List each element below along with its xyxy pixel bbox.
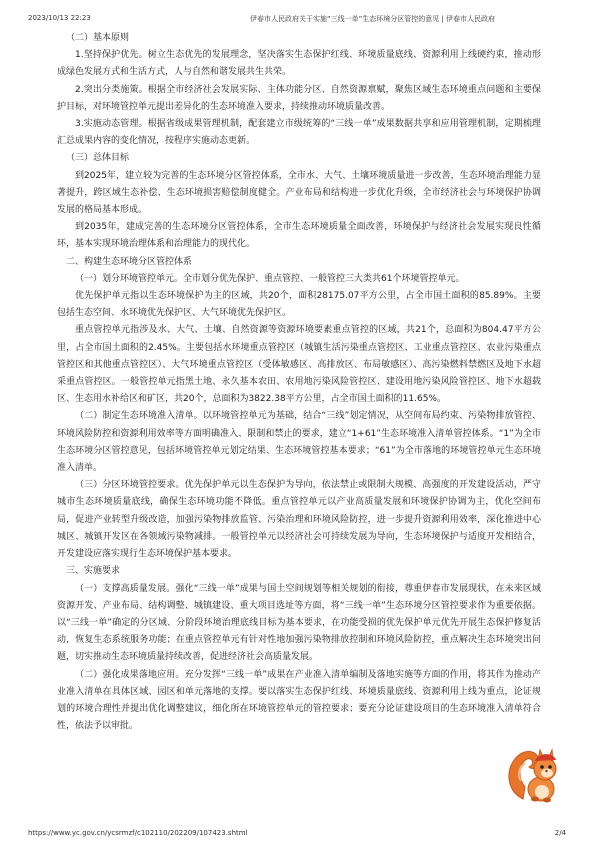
paragraph-2-3: （三）分区环境管控要求。优先保护单元以生态保护为导向，依法禁止或限制大规模、高强度的开发建设活动，严守城市生态环境质量底线，确保生态环境功能不降低。重点管控单元以产业高质量发展和环境保护协调为主，优化空间布局，促进产业转型升级改造，加强污染物排放监管、污染治理和环境风险防控，进一步提升资源利用效率，深化推进中心城区、城镇开发区在各领域污染物减排。一般管控单元以经济社会可持续发展为导向，生态环境保护与适度开发相结合，开发建设应落实现行生态环境保护基本要求。 (57, 480, 541, 560)
paragraph-2-2: （二）制定生态环境准入清单。以环境管控单元为基础，结合“三线”划定情况，从空间布局约束、污染物排放管控、环境风险防控和资源利用效率等方面明确准入、限制和禁止的要求，建立“1+61”生态环境准入清单管控体系。“1”为全市生态环境分区管控意见，包括环境管控单元划定结果、生态环境管控基本要求；“61”为全市落地的环境管控单元生态环境准入清单。 (57, 411, 541, 474)
paragraph-principle-3: 3.实施动态管理。根据省级成果管理机制，配套建立市级统筹的“三线一单”成果数据共享和应用管理机制，定期梳理汇总成果内容的变化情况，按程序实施动态更新。 (57, 119, 541, 147)
paragraph-goal-2025: 到2025年，建立较为完善的生态环境分区管控体系，全市水、大气、土壤环境质量进一步改善，生态环境治理能力显著提升，跨区域生态补偿、生态环境损害赔偿制度健全。产业布局和结构进一步优化升级，全市经济社会与环境保护协调发展的格局基本形成。 (57, 170, 541, 216)
paragraph-goal-2035: 到2035年，建成完善的生态环境分区管控体系，全市生态环境质量全面改善，环境保护与经济社会发展实现良性循环，基本实现环境治理体系和治理能力的现代化。 (57, 222, 541, 250)
heading-section-2: 二、构建生态环境分区管控体系 (66, 256, 193, 267)
squirrel-mascot-icon[interactable] (505, 741, 563, 805)
paragraph-key-control: 重点管控单元指涉及水、大气、土壤、自然资源等资源环境要素重点管控的区域，共21个，总面积为804.47平方公里，占全市国土面积的2.45%。主要包括水环境重点管控区（城镇生活污染重点管控区、工业重点管控区、农业污染重点管控区和其他重点管控区）、大气环境重点管控区（受体敏感区、高排放区、布局敏感区）、高污染燃料禁燃区及地下水超采重点管控区。一般管控单元指黑土地、永久基本农田、农用地污染风险管控区、建设用地污染风险管控区、地下水超载区、生态用水补给区和矿区，共20个，总面积为3822.38平方公里，占全市国土面积的11.65%。 (57, 325, 541, 405)
paragraph-3-2: （二）强化成果落地应用。充分发挥“三线一单”成果在产业准入清单编制及落地实施等方面的作用，将其作为推动产业准入清单在具体区域、园区和单元落地的支撑。要以落实生态保护红线、环境质量底线、资源利用上线为重点，论证规划的环境合理性并提出优化调整建议，细化所在环境管控单元的管控要求；要充分论证建设项目的生态环境准入清单符合性，依法予以审批。 (57, 669, 541, 732)
heading-basic-principles: （二）基本原则 (66, 33, 130, 43)
print-page-title: 伊春市人民政府关于实施“三线一单”生态环境分区管控的意见 | 伊春市人民政府 (250, 15, 496, 23)
heading-overall-goals: （三）总体目标 (66, 153, 130, 164)
document-body (57, 30, 541, 735)
page-number: 2/4 (554, 829, 566, 837)
heading-section-3: 三、实施要求 (66, 566, 121, 577)
paragraph-priority-protection: 优先保护单元指以生态环境保护为主的区域，共20个，面积28175.07平方公里，占全市国土面积的85.89%。主要包括生态空间、水环境优先保护区、大气环境优先保护区。 (57, 291, 541, 319)
paragraph-principle-1: 1.坚持保护优先。树立生态优先的发展理念，坚决落实生态保护红线、环境质量底线、资源利用上线硬约束，推动形成绿色发展方式和生活方式，人与自然和谐发展共生共荣。 (57, 50, 541, 78)
page-url[interactable]: https://www.yc.gov.cn/ycsrmzf/c102110/202209/107423.shtml (28, 829, 248, 837)
print-timestamp: 2023/10/13 22:23 (28, 14, 91, 22)
paragraph-3-1: （一）支撑高质量发展。强化“三线一单”成果与国土空间规划等相关规划的衔接，尊重伊春市发展现状，在未来区域资源开发、产业布局、结构调整、城镇建设、重大项目选址等方面，将“三线一单”生态环境分区管控要求作为重要依据。以“三线一单”确定的分区域、分阶段环境治理底线目标为基本要求，在功能受损的优先保护单元优先开展生态保护修复活动，恢复生态系统服务功能；在重点管控单元有针对性地加强污染物排放控制和环境风险防控，重点解决生态环境突出问题，切实推动生态环境质量持续改善，促进经济社会高质量发展。 (57, 583, 541, 663)
paragraph-2-1: （一）划分环境管控单元。全市划分优先保护、重点管控、一般管控三大类共61个环境管控单元。 (75, 273, 465, 284)
paragraph-principle-2: 2.突出分类施策。根据全市经济社会发展实际、主体功能分区、自然资源禀赋，聚焦区域生态环境重点问题和主要保护目标，对环境管控单元提出差异化的生态环境准入要求，持续推动环境质量改善。 (57, 84, 541, 112)
